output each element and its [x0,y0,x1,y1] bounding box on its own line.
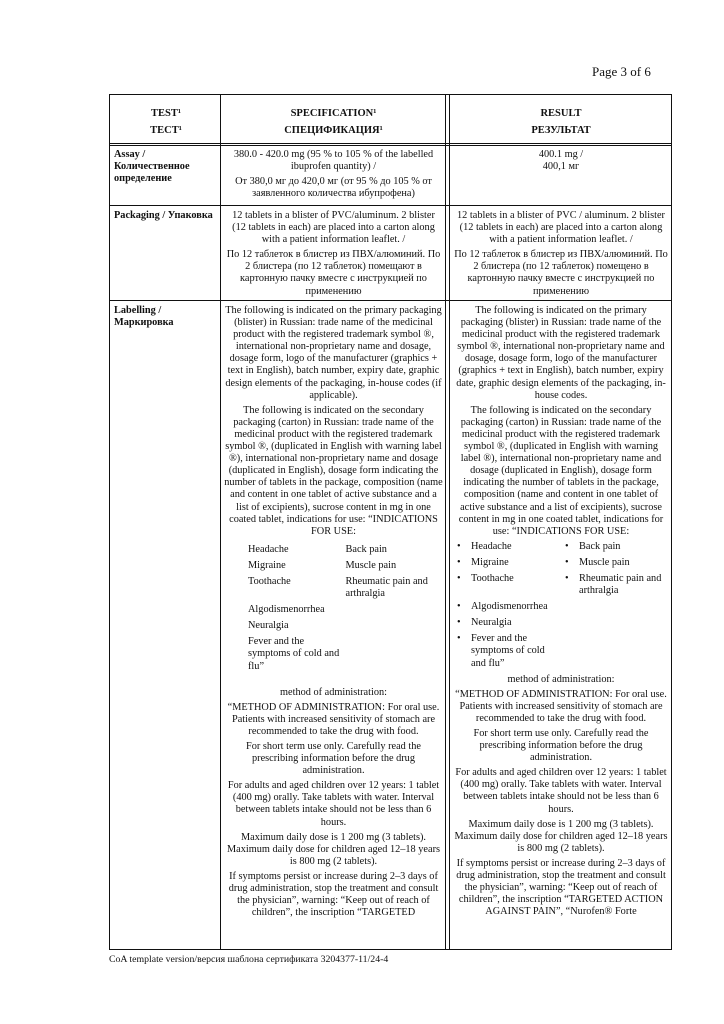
labelling-test-label: Labelling / Маркировка [114,305,174,329]
assay-test-label: Assay / Количественное определение [114,149,190,185]
header-result: RESULT РЕЗУЛЬТАТ [531,108,591,136]
header-test: TEST¹ ТЕСТ¹ [150,108,182,136]
method-of-administration: “METHOD OF ADMINISTRATION: For oral use. Patients with increased sensitivity of stomach are recommended to take the drug with food. [227,701,440,737]
secondary-packaging-text: The following is indicated on the secondary packaging (carton) in Russian: trade name of the medicinal product with the registered trademark symbol ®, (duplicated in English with warning label ®), international non-proprietary name and dosage (duplicated in English), dosage form indicating the number of tablets in the package, composition (name and content in one tablet of active substance and a list of excipients), sucrose content in mg in one coated tablet, indications for use: “INDICATIONS FOR USE: [224,404,443,537]
packaging-result: 12 tablets in a blister of PVC / aluminum. 2 blister (12 tablets in each) are placed into a carton along with a patient information leaflet. / По 12 таблеток в блистер из ПВХ/алюминий. По 2 блистера (по 12 таблеток) помещено в картонную пачку вместе с инструкцией по применению [454,210,668,297]
header-specification: SPECIFICATION¹ СПЕЦИФИКАЦИЯ¹ [284,108,383,136]
packaging-specification: 12 tablets in a blister of PVC/aluminum. 2 blister (12 tablets in each) are placed into a carton along with a patient information leaflet. / По 12 таблеток в блистер из ПВХ/алюминий. По 2 блистера (по 12 таблеток) помещают в картонную пачку вместе с инструкцией по применению [226,210,441,297]
primary-packaging-text: The following is indicated on the primary packaging (blister) in Russian: trade name of the medicinal product with the registered trademark symbol ®, international non-proprietary name and dosage, dosage form, logo of the manufacturer (graphics + text in English), batch number, expiry date, graphic design elements of the packaging, in-house codes (if applicable). [225,305,442,401]
coa-table [109,94,672,950]
labelling-specification: The following is indicated on the primary packaging (blister) in Russian: trade name of the medicinal product with the registered trademark symbol ®, international non-proprietary name and dosage, dosage form, logo of the manufacturer (graphics + text in English), batch number, expiry date, graphic design elements of the packaging, in-house codes (if applicable). The following is indicated on the secondary packaging (carton) in Russian: trade name of the medicinal product with the registered trademark symbol ®, (duplicated in English with warning label ®), international non-proprietary name and dosage (duplicated in English), dosage form indicating the number of tablets in the package, composition (name and content in one tablet of active substance and a list of excipients), sucrose content in mg in one coated tablet, indications for use: “INDICATIONS FOR USE: Headache Back pain Migraine Muscle pain Toothache Rheumatic pain and arthralgia Algodismenorrhea Neuralgia Fever and the symptoms of cold and flu” method of administration: “METHOD OF ADMINISTRATION: For oral use. Patients with increased sensitivity of stomach are recommended to take the drug with food. For short term use only. Carefully read the prescribing information before the drug administration. For adults and aged children over 12 years: 1 tablet (400 mg) orally. Take tablets with water. Interval between tablets intake should not be less than 6 hours. Maximum daily dose is 1 200 mg (3 tablets). Maximum daily dose for children aged 12–18 years is 800 mg (2 tablets). If symptoms persist or increase during 2–3 days of drug administration, stop the treatment and consult the physician”, warning: “Keep out of reach of children”, the inscription “TARGETED [224,305,443,919]
labelling-result: The following is indicated on the primary packaging (blister) in Russian: trade name of the medicinal product with the registered trademark symbol ®, international non-proprietary name and dosage, dosage form, logo of the manufacturer (graphics + text in English), batch number, expiry date, graphic design elements of the packaging, in-house codes. The following is indicated on the secondary packaging (carton) in Russian: trade name of the medicinal product with the registered trademark symbol ®, (duplicated in English with warning label ®), international non-proprietary name and dosage (duplicated in English), dosage form indicating the number of tablets in the package, composition (name and content in one tablet of active substance and a list of excipients), sucrose content in mg in one coated tablet, indications for use: “INDICATIONS FOR USE: • Headache • Back pain • Migraine • Muscle pain • Toothache • Rheumatic pain and arthralgia • Algodismenorrhea • Neuralgia • Fever and the symptoms of cold and flu” method of administration: “METHOD OF ADMINISTRATION: For oral use. Patients with increased sensitivity of stomach are recommended to take the drug with food. For short term use only. Carefully read the prescribing information before the drug administration. For adults and aged children over 12 years: 1 tablet (400 mg) orally. Take tablets with water. Interval between tablets intake should not be less than 6 hours. Maximum daily dose is 1 200 mg (3 tablets). Maximum daily dose for children aged 12–18 years is 800 mg (2 tablets). If symptoms persist or increase during 2–3 days of drug administration, stop the treatment and consult the physician”, warning: “Keep out of reach of children”, the inscription “TARGETED ACTION AGAINST PAIN”, “Nurofen® Forte [453,305,669,921]
assay-specification: 380.0 - 420.0 mg (95 % to 105 % of the labelled ibuprofen quantity) / От 380,0 мг до 420,0 мг (от 95 % до 105 % от заявленного количества ибупрофена) [233,149,434,200]
page-number: Page 3 of 6 [592,64,651,79]
assay-result: 400.1 mg / 400,1 мг [538,149,584,173]
template-version-footer: CoA template version/версия шаблона сертификата 3204377-11/24-4 [109,954,389,965]
packaging-test-label: Packaging / Упаковка [114,210,213,221]
indications-list: Headache Back pain Migraine Muscle pain Toothache Rheumatic pain and arthralgia Algodismenorrhea Neuralgia Fever and the symptoms of cold and flu” [248,543,428,672]
indications-bullet-list: • Headache • Back pain • Migraine • Muscle pain • Toothache • Rheumatic pain and arthralgia • Algodismenorrhea • Neuralgia • Fever and the symptoms of cold and flu” [453,541,669,674]
